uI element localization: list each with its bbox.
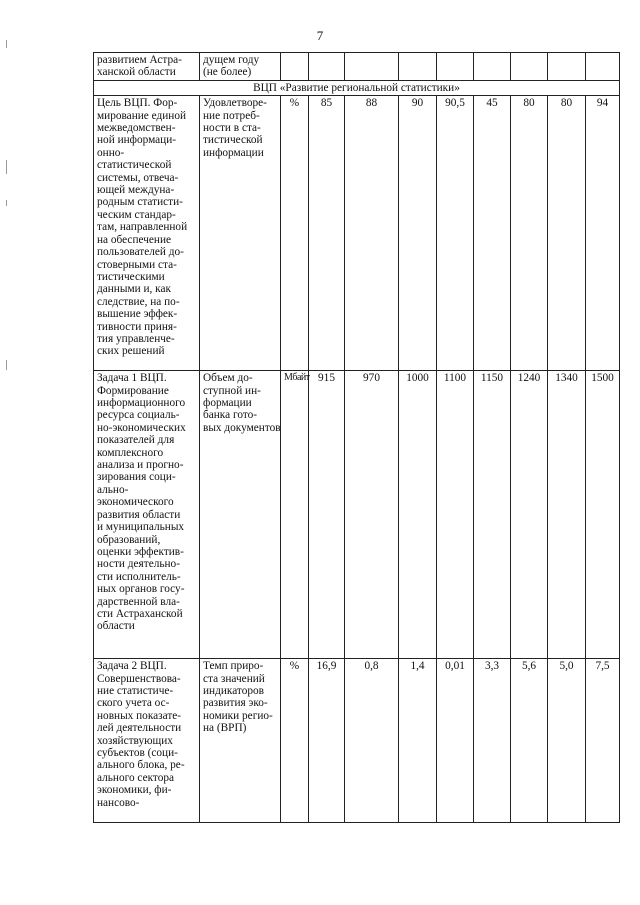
goal-text-line: ского учета ос-: [97, 697, 170, 710]
goal-text-line: хозяйствующих: [97, 734, 173, 747]
goal-text-line: на обеспечение: [97, 233, 172, 246]
value-cell: 3,3: [474, 659, 511, 823]
value-cell: 85: [309, 96, 345, 371]
table-row: [94, 96, 620, 371]
goal-text-line: Задача 2 ВЦП.: [97, 660, 167, 673]
value-cell: 90,5: [437, 96, 474, 371]
goal-text-line: дарственной вла-: [97, 595, 180, 608]
goal-text-line: вышение эффек-: [97, 308, 178, 321]
indicators-table: [93, 52, 620, 823]
indicator-cell: [200, 371, 281, 659]
indicator-text-line: ности в ста-: [203, 122, 261, 135]
empty-cell: [511, 53, 548, 81]
value-cell: 970: [345, 371, 399, 659]
goal-text-line: комплексного: [97, 446, 164, 459]
goal-text-line: следствие, на по-: [97, 295, 180, 308]
goal-text-line: показателей для: [97, 434, 175, 447]
indicator-text-line: Темп приро-: [203, 660, 264, 673]
goal-text-line: стоверными ста-: [97, 258, 177, 271]
value-cell: 16,9: [309, 659, 345, 823]
empty-cell: [281, 53, 309, 81]
indicator-cell: [200, 659, 281, 823]
goal-cell: [94, 659, 200, 823]
indicator-text-line: ние потреб-: [203, 109, 260, 122]
goal-text-line: области: [97, 620, 135, 633]
goal-text-line: тистическими: [97, 270, 165, 283]
indicator-cell: [200, 96, 281, 371]
indicator-text-line: банка гото-: [203, 409, 258, 422]
goal-text-line: пользователей до-: [97, 246, 184, 259]
indicator-text-line: номики регио-: [203, 709, 273, 722]
empty-cell: [548, 53, 586, 81]
value-cell: 1150: [474, 371, 511, 659]
goal-text-line: родным статисти-: [97, 196, 183, 209]
goal-text-line: ной информаци-: [97, 134, 177, 147]
goal-text-line: межведомствен-: [97, 122, 176, 135]
goal-text-line: сти исполнитель-: [97, 570, 181, 583]
goal-text-line: экономического: [97, 496, 174, 509]
value-cell: 94: [586, 96, 620, 371]
value-cell: 915: [309, 371, 345, 659]
goal-text-line: ности деятельно-: [97, 558, 180, 571]
value-cell: 7,5: [586, 659, 620, 823]
indicator-text-line: информации: [203, 146, 264, 159]
goal-text-line: тивности приня-: [97, 320, 177, 333]
goal-text-line: ющей междуна-: [97, 184, 175, 197]
value-cell: 45: [474, 96, 511, 371]
value-cell: 0,8: [345, 659, 399, 823]
goal-text-line: Формирование: [97, 384, 169, 397]
goal-text-line: тия управленче-: [97, 332, 175, 345]
scan-edge-mark: [6, 360, 7, 370]
goal-text-line: развитием Астра-: [97, 54, 182, 66]
value-cell: 5,6: [511, 659, 548, 823]
empty-cell: [345, 53, 399, 81]
goal-text-line: нансово-: [97, 796, 140, 809]
value-cell: 1100: [437, 371, 474, 659]
value-cell: 1340: [548, 371, 586, 659]
indicator-text-line: Объем до-: [203, 372, 253, 385]
value-cell: 88: [345, 96, 399, 371]
goal-text-line: сти Астраханской: [97, 607, 183, 620]
indicator-cell: [200, 53, 281, 81]
goal-cell: [94, 96, 200, 371]
table-row-continued: [94, 53, 620, 81]
goal-text-line: лей деятельности: [97, 722, 182, 735]
goal-text-line: данными и, как: [97, 283, 171, 296]
goal-text-line: оценки эффектив-: [97, 545, 184, 558]
page-number: 7: [316, 28, 324, 43]
table-row: [94, 659, 620, 823]
empty-cell: [586, 53, 620, 81]
section-title: ВЦП «Развитие региональной статистики»: [94, 80, 620, 95]
value-cell: 90: [399, 96, 437, 371]
indicator-text-line: вых документов: [203, 421, 281, 434]
indicator-text-line: ста значений: [203, 672, 265, 685]
indicator-text-line: формации: [203, 397, 252, 410]
goal-text-line: развития области: [97, 508, 181, 521]
goal-text-line: но-экономических: [97, 421, 186, 434]
value-cell: 1000: [399, 371, 437, 659]
goal-text-line: онно-: [97, 146, 125, 159]
value-cell: 1240: [511, 371, 548, 659]
goal-text-line: ального блока, ре-: [97, 759, 185, 772]
goal-text-line: системы, отвеча-: [97, 171, 179, 184]
indicator-text-line: Удовлетворе-: [203, 97, 267, 110]
goal-text-line: ханской области: [97, 66, 176, 79]
goal-text-line: Задача 1 ВЦП.: [97, 372, 167, 385]
goal-text-line: Цель ВЦП. Фор-: [97, 97, 178, 110]
goal-text-line: ческим стандар-: [97, 208, 176, 221]
indicator-text-line: тистической: [203, 134, 263, 147]
goal-text-line: статистической: [97, 159, 172, 172]
empty-cell: [437, 53, 474, 81]
goal-text-line: ных органов госу-: [97, 583, 185, 596]
value-cell: 5,0: [548, 659, 586, 823]
value-cell: 0,01: [437, 659, 474, 823]
section-title-row: [94, 80, 620, 95]
goal-text-line: ние статистиче-: [97, 685, 174, 698]
goal-text-line: анализа и прогно-: [97, 459, 184, 472]
scan-edge-mark: [6, 40, 7, 48]
indicator-text-line: индикаторов: [203, 685, 264, 698]
goal-text-line: мирование единой: [97, 109, 187, 122]
scan-edge-mark: [6, 160, 7, 174]
goal-cell: [94, 371, 200, 659]
goal-text-line: экономики, фи-: [97, 784, 172, 797]
table-row: [94, 371, 620, 659]
indicator-text-line: дущем году: [203, 54, 260, 66]
goal-text-line: и муниципальных: [97, 521, 185, 534]
goal-text-line: зирования соци-: [97, 471, 176, 484]
empty-cell: [474, 53, 511, 81]
empty-cell: [399, 53, 437, 81]
goal-text-line: информационного: [97, 397, 186, 410]
goal-text-line: субъектов (соци-: [97, 747, 178, 760]
scan-edge-mark: [6, 200, 7, 206]
goal-text-line: Совершенствова-: [97, 672, 181, 685]
goal-cell: [94, 53, 200, 81]
goal-text-line: образований,: [97, 533, 161, 546]
unit-cell: Мбайт: [281, 371, 309, 659]
value-cell: 1500: [586, 371, 620, 659]
value-cell: 80: [511, 96, 548, 371]
goal-text-line: ских решений: [97, 345, 165, 358]
indicator-text-line: ступной ин-: [203, 384, 261, 397]
value-cell: 80: [548, 96, 586, 371]
goal-text-line: новных показате-: [97, 709, 182, 722]
indicator-text-line: на (ВРП): [203, 722, 247, 735]
goal-text-line: там, направленной: [97, 221, 188, 234]
goal-text-line: ального сектора: [97, 771, 175, 784]
value-cell: 1,4: [399, 659, 437, 823]
goal-text-line: ресурса социаль-: [97, 409, 180, 422]
unit-cell: %: [281, 659, 309, 823]
indicator-text-line: (не более): [203, 66, 252, 79]
unit-cell: %: [281, 96, 309, 371]
empty-cell: [309, 53, 345, 81]
indicator-text-line: развития эко-: [203, 697, 268, 710]
goal-text-line: ально-: [97, 483, 129, 496]
